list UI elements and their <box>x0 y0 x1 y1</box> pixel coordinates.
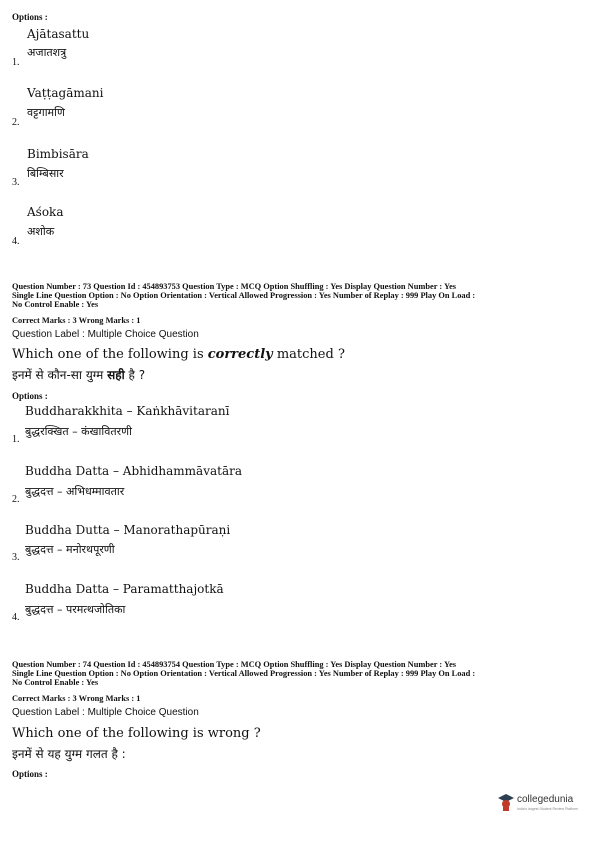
option-text-en: Buddharakkhita – Kaṅkhāvitaranī <box>25 404 230 418</box>
option-text-hi: बुद्धदत्त – मनोरथपूरणी <box>25 543 115 556</box>
option-number: 1. <box>12 57 20 68</box>
option-text-en: Vaṭṭagāmani <box>27 86 104 100</box>
options-label: Options : <box>12 769 48 779</box>
question-meta-line: Single Line Question Option : No Option Orientation : Vertical Allowed Progression : Yes Number of Replay : 999 Play On Load : <box>12 669 476 678</box>
option-number: 4. <box>12 236 20 247</box>
option-text-en: Aśoka <box>27 205 64 219</box>
options-label: Options : <box>12 12 48 22</box>
logo-wordmark: collegedunia <box>517 794 574 805</box>
question-meta-line: No Control Enable : Yes <box>12 300 99 309</box>
emphasis-text: सही <box>107 368 125 382</box>
options-label: Options : <box>12 391 48 401</box>
emphasis-text: correctly <box>207 347 273 362</box>
option-text-hi: बुद्धदत्त – अभिधम्मावतार <box>25 485 125 498</box>
question-meta-line: Single Line Question Option : No Option Orientation : Vertical Allowed Progression : Yes Number of Replay : 999 Play On Load : <box>12 291 476 300</box>
graduate-icon <box>498 793 514 811</box>
logo-tagline: India's largest Student Review Platform <box>517 807 578 811</box>
option-text-hi: अजातशत्रु <box>27 46 67 59</box>
option-text-en: Ajātasattu <box>27 27 90 41</box>
question-text-en: Which one of the following is correctly matched ? <box>12 347 345 362</box>
option-text-en: Bimbisāra <box>27 147 89 161</box>
question-text-hi: इनमें से कौन-सा युग्म सही है ? <box>12 368 146 382</box>
option-text-hi: वट्टगामणि <box>27 106 65 119</box>
question-label: Question Label : Multiple Choice Question <box>12 707 199 718</box>
option-text-en: Buddha Datta – Paramatthajotkā <box>25 582 224 596</box>
option-number: 3. <box>12 177 20 188</box>
option-text-en: Buddha Dutta – Manorathapūraṇi <box>25 523 231 537</box>
option-number: 1. <box>12 434 20 445</box>
option-text-hi: बुद्धदत्त – परमत्थजोतिका <box>25 603 126 616</box>
question-marks: Correct Marks : 3 Wrong Marks : 1 <box>12 694 141 703</box>
question-marks: Correct Marks : 3 Wrong Marks : 1 <box>12 316 141 325</box>
option-number: 2. <box>12 117 20 128</box>
question-label: Question Label : Multiple Choice Question <box>12 329 199 340</box>
question-text-hi: इनमें से यह युग्म गलत है : <box>12 747 126 761</box>
question-meta-line: No Control Enable : Yes <box>12 678 99 687</box>
option-text-hi: अशोक <box>27 225 55 238</box>
question-meta-line: Question Number : 74 Question Id : 454893754 Question Type : MCQ Option Shuffling : Yes Display Question Number : Yes <box>12 660 457 669</box>
option-text-hi: बुद्धरक्खित – कंखावितरणी <box>25 425 132 438</box>
option-text-hi: बिम्बिसार <box>27 167 64 180</box>
option-number: 4. <box>12 612 20 623</box>
option-text-en: Buddha Datta – Abhidhammāvatāra <box>25 464 243 478</box>
collegedunia-logo <box>498 791 590 817</box>
option-number: 3. <box>12 552 20 563</box>
question-meta-line: Question Number : 73 Question Id : 454893753 Question Type : MCQ Option Shuffling : Yes Display Question Number : Yes <box>12 282 457 291</box>
question-text-en: Which one of the following is wrong ? <box>12 726 261 741</box>
option-number: 2. <box>12 494 20 505</box>
